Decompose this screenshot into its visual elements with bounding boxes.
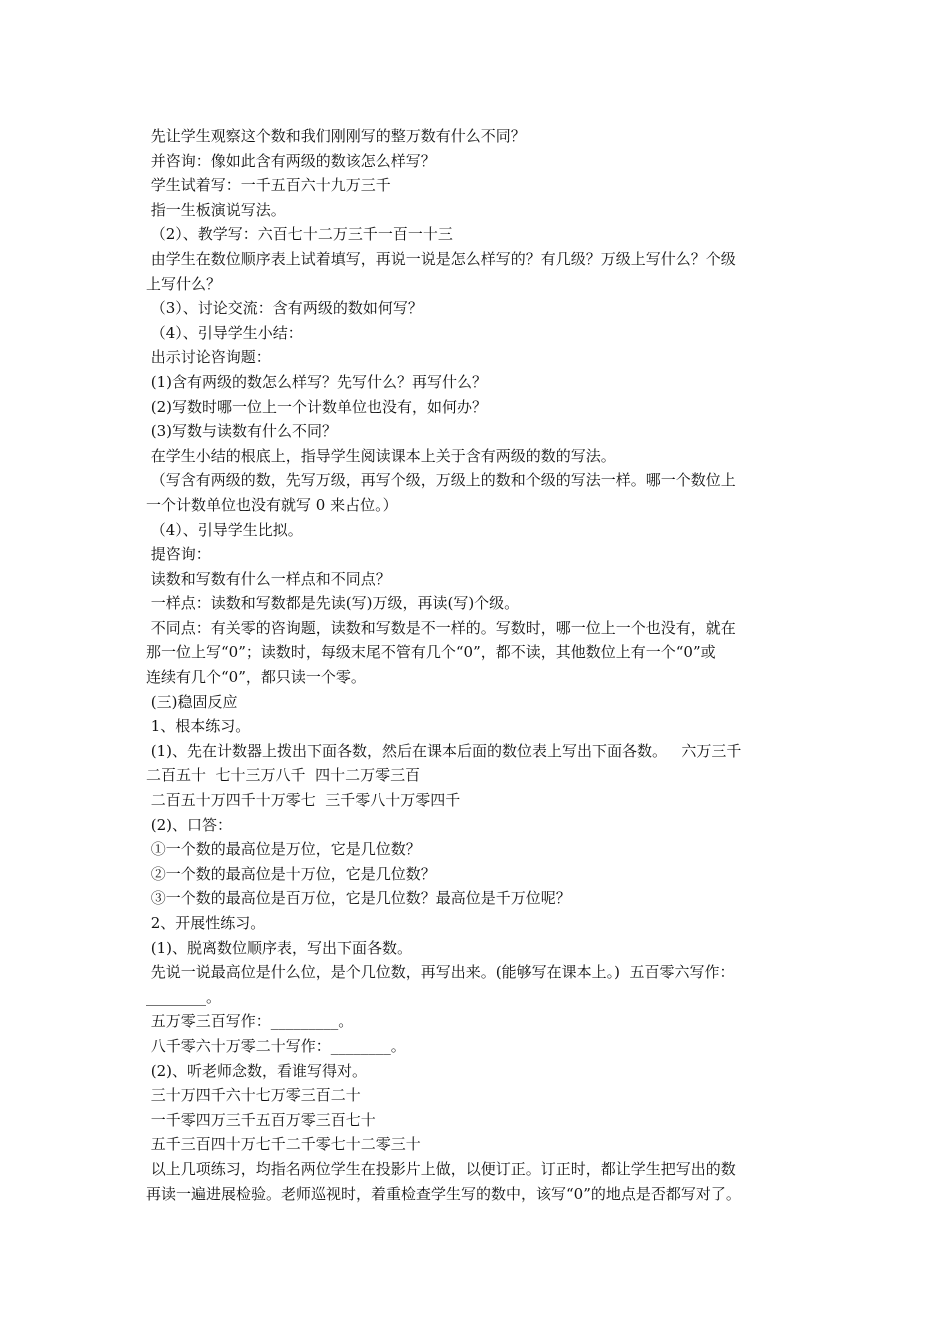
text-line: 1、根本练习。 [146, 717, 251, 736]
text-line: （写含有两级的数，先写万级，再写个级，万级上的数和个级的写法一样。哪一个数位上 [146, 471, 736, 490]
text-line: 三十万四千六十七万零三百二十 [146, 1086, 361, 1105]
text-line: 再读一遍进展检验。老师巡视时，着重检查学生写的数中，该写“0”的地点是否都写对了。 [146, 1184, 741, 1203]
text-line: （4）、引导学生小结： [146, 323, 303, 342]
text-line: 上写什么？ [146, 274, 222, 293]
text-line: 提咨询： [146, 545, 211, 564]
text-line: 不同点：有关零的咨询题，读数和写数是不一样的。写数时，哪一位上一个也没有，就在 [146, 618, 736, 637]
text-line: 五万零三百写作：_________。 [146, 1012, 354, 1031]
text-line: 一千零四万三千五百万零三百七十 [146, 1110, 376, 1129]
text-line: 并咨询：像如此含有两级的数该怎么样写？ [146, 151, 436, 170]
text-line: 二百五十 七十三万八千 四十二万零三百 [146, 766, 421, 785]
document-body [146, 124, 810, 1206]
text-line: 一样点：读数和写数都是先读(写)万级，再读(写)个级。 [146, 594, 520, 613]
text-line: (2)、口答： [146, 815, 233, 834]
text-line: 连续有几个“0”，都只读一个零。 [146, 668, 366, 687]
text-line: 一个计数单位也没有就写 0 来占位。） [146, 495, 398, 514]
text-line: 在学生小结的根底上，指导学生阅读课本上关于含有两级的数的写法。 [146, 446, 616, 465]
text-line: (1)、先在计数器上拨出下面各数，然后在课本后面的数位表上写出下面各数。 六万三千 [146, 741, 742, 760]
text-line: ③一个数的最高位是百万位，它是几位数？最高位是千万位呢？ [146, 889, 571, 908]
text-line: （3）、讨论交流：含有两级的数如何写？ [146, 299, 423, 318]
text-line: 五千三百四十万七千二千零七十二零三十 [146, 1135, 421, 1154]
text-line: （2）、教学写：六百七十二万三千一百一十三 [146, 225, 453, 244]
text-line: ________。 [146, 987, 222, 1006]
text-line: 先让学生观察这个数和我们刚刚写的整万数有什么不同？ [146, 127, 526, 145]
text-line: 出示讨论咨询题： [146, 348, 271, 367]
text-line: （4）、引导学生比拟。 [146, 520, 303, 539]
text-line: 指一生板演说写法。 [146, 200, 286, 219]
text-line: (1)、脱离数位顺序表，写出下面各数。 [146, 938, 413, 957]
text-line: 八千零六十万零二十写作：________。 [146, 1036, 406, 1055]
text-line: 先说一说最高位是什么位，是个几位数，再写出来。(能够写在课本上。) 五百零六写作： [146, 963, 735, 982]
text-line: 学生试着写：一千五百六十九万三千 [146, 176, 391, 195]
text-line: ②一个数的最高位是十万位，它是几位数？ [146, 864, 436, 883]
text-line: 以上几项练习，均指名两位学生在投影片上做，以便订正。订正时，都让学生把写出的数 [146, 1159, 736, 1178]
text-line: 那一位上写“0”；读数时，每级末尾不管有几个“0”，都不读，其他数位上有一个“0”或 [146, 643, 716, 662]
text-line: (三)稳固反应 [146, 692, 238, 711]
text-line: 由学生在数位顺序表上试着填写，再说一说是怎么样写的？有几级？万级上写什么？个级 [146, 249, 736, 268]
text-line: 读数和写数有什么一样点和不同点？ [146, 569, 391, 588]
text-line: (3)写数与读数有什么不同？ [146, 422, 338, 441]
text-line: 2、开展性练习。 [146, 914, 266, 932]
text-line: 二百五十万四千十万零七 三千零八十万零四千 [146, 791, 461, 810]
text-line: (1)含有两级的数怎么样写？先写什么？再写什么？ [146, 372, 488, 391]
text-line: ①一个数的最高位是万位，它是几位数？ [146, 840, 421, 859]
text-line: (2)写数时哪一位上一个计数单位也没有，如何办？ [146, 397, 488, 416]
text-line: (2)、听老师念数，看谁写得对。 [146, 1061, 368, 1080]
